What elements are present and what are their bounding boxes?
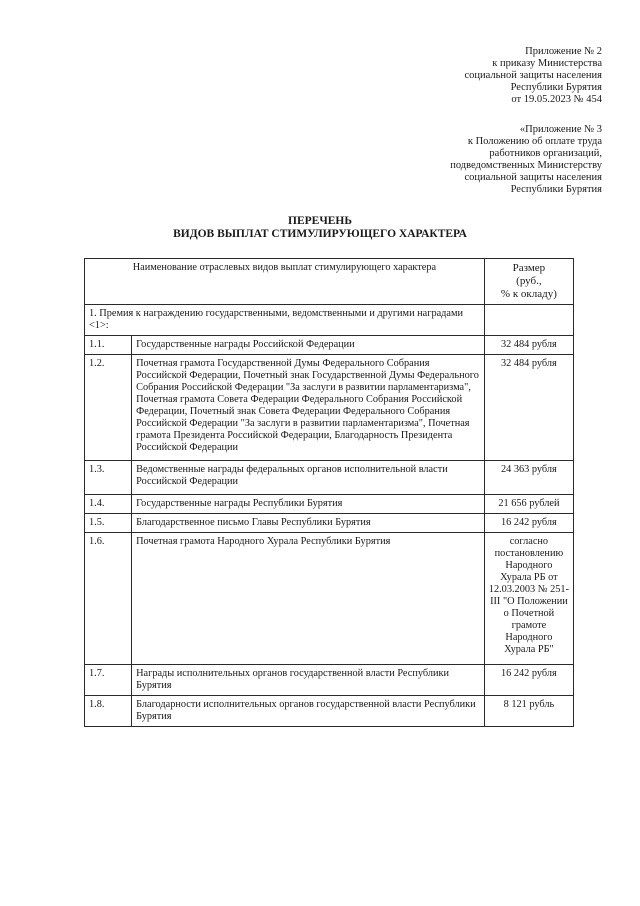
appendix-3-line: к Положению об оплате труда xyxy=(467,136,602,147)
table-header-row xyxy=(85,259,574,305)
document-title xyxy=(0,215,640,241)
appendix-2-line: социальной защиты населения xyxy=(464,70,602,81)
table-row xyxy=(85,533,574,665)
section-row xyxy=(85,305,574,336)
title-line-1: ПЕРЕЧЕНЬ xyxy=(288,215,352,227)
appendix-3-block xyxy=(450,124,602,196)
appendix-3-line: подведомственных Министерству xyxy=(450,160,602,171)
appendix-2-line: Приложение № 2 xyxy=(525,46,602,57)
appendix-3-line: «Приложение № 3 xyxy=(519,124,602,135)
row-value: 16 242 рубля xyxy=(484,665,573,696)
row-number: 1.6. xyxy=(85,533,132,665)
row-value: 8 121 рубль xyxy=(484,696,573,727)
section-1-value xyxy=(484,305,573,336)
table-row xyxy=(85,696,574,727)
row-name: Благодарственное письмо Главы Республики Бурятия xyxy=(132,514,485,533)
row-name: Ведомственные награды федеральных органов исполнительной власти Российской Федерации xyxy=(132,461,485,495)
row-value: 16 242 рубля xyxy=(484,514,573,533)
table-row xyxy=(85,495,574,514)
row-value: согласно постановлению Народного Хурала РБ от 12.03.2003 № 251-III "О Положении о Почетной грамоте Народного Хурала РБ" xyxy=(484,533,573,665)
row-value: 32 484 рубля xyxy=(484,336,573,355)
section-1-title: 1. Премия к награждению государственными, ведомственными и другими наградами <1>: xyxy=(85,305,485,336)
payments-table xyxy=(84,258,574,727)
title-line-2: ВИДОВ ВЫПЛАТ СТИМУЛИРУЮЩЕГО ХАРАКТЕРА xyxy=(173,228,467,240)
row-number: 1.8. xyxy=(85,696,132,727)
row-number: 1.5. xyxy=(85,514,132,533)
table-row xyxy=(85,336,574,355)
row-number: 1.1. xyxy=(85,336,132,355)
header-size-line: % к окладу) xyxy=(500,288,557,300)
appendix-3-line: Республики Бурятия xyxy=(510,184,602,195)
row-name: Награды исполнительных органов государственной власти Республики Бурятия xyxy=(132,665,485,696)
table-row xyxy=(85,461,574,495)
row-value: 32 484 рубля xyxy=(484,355,573,461)
row-number: 1.7. xyxy=(85,665,132,696)
row-name: Благодарности исполнительных органов государственной власти Республики Бурятия xyxy=(132,696,485,727)
table-row xyxy=(85,355,574,461)
row-name: Почетная грамота Народного Хурала Республики Бурятия xyxy=(132,533,485,665)
appendix-2-line: к приказу Министерства xyxy=(492,58,602,69)
row-number: 1.4. xyxy=(85,495,132,514)
row-name: Государственные награды Республики Бурятия xyxy=(132,495,485,514)
header-name-cell: Наименование отраслевых видов выплат стимулирующего характера xyxy=(85,259,485,305)
table-row xyxy=(85,514,574,533)
appendix-2-line: Республики Бурятия xyxy=(510,82,602,93)
appendix-3-line: работников организаций, xyxy=(489,148,602,159)
header-size-line: (руб., xyxy=(516,275,542,287)
row-name: Почетная грамота Государственной Думы Федерального Собрания Российской Федерации, Почетный знак Государственной Думы Федерального Собрания Российской Федерации "За заслуги в развитии парламентаризма", Почетная грамота Совета Федерации Федерального Собрания Российской Федерации, Почетный знак Совета Федерации Федерального Собрания Российской Федерации "За заслуги в развитии парламентаризма", Почетная грамота Президента Российской Федерации, Благодарность Президента Российской Федерации xyxy=(132,355,485,461)
table-row xyxy=(85,665,574,696)
header-size-line: Размер xyxy=(512,262,546,274)
row-value: 21 656 рублей xyxy=(484,495,573,514)
appendix-2-block xyxy=(464,46,602,106)
appendix-2-line: от 19.05.2023 № 454 xyxy=(511,94,602,105)
row-value: 24 363 рубля xyxy=(484,461,573,495)
appendix-3-line: социальной защиты населения xyxy=(464,172,602,183)
row-number: 1.2. xyxy=(85,355,132,461)
row-number: 1.3. xyxy=(85,461,132,495)
header-size-cell xyxy=(484,259,573,305)
row-name: Государственные награды Российской Федерации xyxy=(132,336,485,355)
